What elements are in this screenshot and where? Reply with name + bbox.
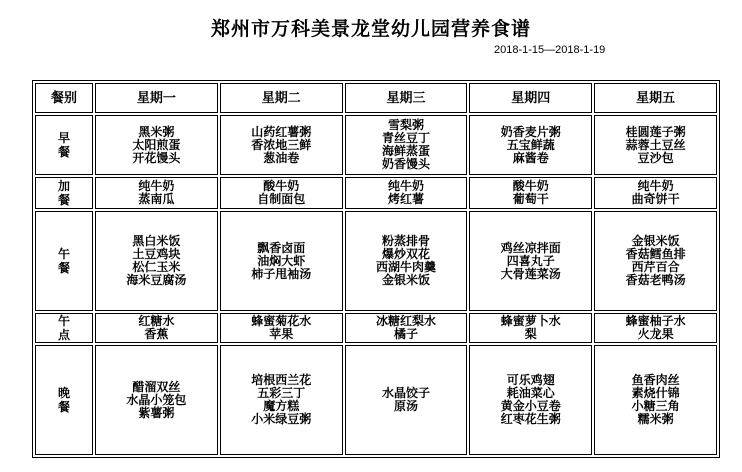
menu-item: 梨 — [524, 327, 537, 341]
menu-item: 素烧什锦 — [631, 386, 680, 400]
menu-item: 香浓地三鲜 — [251, 137, 312, 152]
menu-item: 蒸南瓜 — [138, 192, 175, 206]
meal-label-cell — [35, 115, 93, 175]
menu-item: 五彩三丁 — [257, 386, 306, 400]
meal-label-cell — [35, 177, 93, 209]
menu-item: 冰糖红梨水 — [375, 314, 436, 328]
menu-item: 海米豆腐汤 — [126, 273, 187, 287]
menu-item: 醋溜双丝 — [132, 379, 181, 394]
menu-cell — [95, 115, 218, 175]
meal-label-cell — [35, 211, 93, 311]
menu-item: 水晶饺子 — [381, 386, 430, 400]
menu-item: 松仁玉米 — [132, 260, 181, 274]
menu-cell — [345, 345, 468, 455]
menu-cell — [95, 313, 218, 343]
menu-cell — [594, 345, 717, 455]
menu-item: 红糖水 — [138, 314, 175, 328]
menu-item: 原汤 — [393, 399, 418, 413]
menu-cell — [469, 177, 592, 209]
menu-cell — [95, 177, 218, 209]
menu-item: 豆沙包 — [637, 150, 674, 165]
menu-item: 可乐鸡翅 — [506, 373, 555, 387]
meal-label-cell — [35, 345, 93, 455]
menu-item: 青丝豆丁 — [381, 131, 430, 145]
meal-label-cell — [35, 313, 93, 343]
menu-item: 香菇老鸭汤 — [625, 273, 686, 287]
menu-item: 蜂蜜柚子水 — [625, 314, 686, 328]
menu-item: 自制面包 — [257, 192, 306, 206]
menu-table — [32, 80, 720, 458]
meal-label: 加餐 — [57, 179, 70, 207]
menu-item: 红枣花生粥 — [500, 412, 561, 426]
menu-item: 酸牛奶 — [512, 179, 549, 193]
meal-row — [35, 345, 717, 455]
menu-cell — [95, 211, 218, 311]
menu-cell — [220, 211, 343, 311]
menu-item: 纯牛奶 — [637, 179, 674, 193]
menu-item: 土豆鸡块 — [132, 247, 181, 261]
menu-item: 粉蒸排骨 — [381, 234, 430, 248]
menu-cell — [345, 177, 468, 209]
menu-item: 酸牛奶 — [263, 179, 300, 193]
menu-cell — [95, 345, 218, 455]
meal-label: 晚餐 — [57, 386, 70, 414]
meal-label: 午餐 — [57, 247, 70, 275]
menu-item: 纯牛奶 — [138, 179, 175, 193]
menu-item: 黑米粥 — [138, 124, 175, 139]
menu-cell — [220, 345, 343, 455]
meal-row — [35, 177, 717, 209]
menu-item: 香菇鳕鱼排 — [625, 247, 686, 261]
menu-cell — [594, 177, 717, 209]
menu-item: 香蕉 — [144, 327, 169, 341]
day-header: 星期二 — [220, 83, 343, 113]
menu-cell — [469, 345, 592, 455]
menu-item: 橘子 — [393, 327, 418, 341]
menu-item: 爆炒双花 — [381, 247, 430, 261]
menu-item: 金银米饭 — [631, 234, 680, 248]
day-header: 星期三 — [345, 83, 468, 113]
menu-item: 紫薯粥 — [138, 405, 175, 420]
menu-item: 飘香卤面 — [257, 240, 306, 255]
page-title: 郑州市万科美景龙堂幼儿园营养食谱 — [210, 18, 531, 40]
menu-item: 曲奇饼干 — [631, 192, 680, 206]
menu-item: 小糖三角 — [631, 399, 680, 413]
day-header: 星期一 — [95, 83, 218, 113]
menu-item: 太阳煎蛋 — [132, 137, 181, 152]
meal-column-header: 餐别 — [35, 83, 93, 113]
menu-item: 五宝鲜蔬 — [506, 137, 555, 152]
menu-item: 小米绿豆粥 — [251, 412, 312, 426]
day-header: 星期五 — [594, 83, 717, 113]
menu-item: 奶香馒头 — [381, 157, 430, 171]
day-header: 星期四 — [469, 83, 592, 113]
menu-cell — [594, 211, 717, 311]
menu-cell — [345, 115, 468, 175]
menu-item: 纯牛奶 — [387, 179, 424, 193]
menu-cell — [469, 313, 592, 343]
menu-item: 苹果 — [269, 327, 294, 341]
menu-item: 蜂蜜菊花水 — [251, 314, 312, 328]
menu-item: 海鲜蒸蛋 — [381, 144, 430, 158]
meal-row — [35, 115, 717, 175]
menu-cell — [220, 313, 343, 343]
menu-item: 奶香麦片粥 — [500, 124, 561, 139]
menu-item: 耗油菜心 — [506, 386, 555, 400]
menu-item: 黄金小豆卷 — [500, 399, 561, 413]
menu-cell — [469, 211, 592, 311]
date-range: 2018-1-15—2018-1-19 — [494, 44, 606, 56]
meal-row — [35, 313, 717, 343]
menu-item: 培根西兰花 — [251, 373, 312, 387]
menu-item: 火龙果 — [637, 327, 674, 341]
menu-cell — [594, 115, 717, 175]
meal-row — [35, 211, 717, 311]
menu-item: 糯米粥 — [637, 412, 674, 426]
menu-item: 鸡丝凉拌面 — [500, 240, 561, 255]
meal-label: 午点 — [57, 314, 70, 342]
menu-item: 蒜蓉土豆丝 — [625, 137, 686, 152]
menu-item: 葱油卷 — [263, 150, 300, 165]
menu-item: 山药红薯粥 — [251, 124, 312, 139]
menu-item: 西芹百合 — [631, 260, 680, 274]
menu-item: 油焖大虾 — [257, 253, 306, 268]
menu-cell — [220, 177, 343, 209]
menu-item: 烤红薯 — [387, 192, 424, 206]
menu-cell — [345, 211, 468, 311]
menu-item: 四喜丸子 — [506, 253, 555, 268]
menu-item: 蜂蜜萝卜水 — [500, 314, 561, 328]
menu-cell — [469, 115, 592, 175]
menu-item: 葡萄干 — [512, 192, 549, 206]
menu-cell — [594, 313, 717, 343]
menu-item: 黑白米饭 — [132, 234, 181, 248]
menu-item: 魔方糕 — [263, 399, 300, 413]
menu-item: 开花馒头 — [132, 150, 181, 165]
header-row — [35, 83, 717, 113]
menu-cell — [220, 115, 343, 175]
menu-item: 桂圆莲子粥 — [625, 124, 686, 139]
menu-item: 鱼香肉丝 — [631, 373, 680, 387]
meal-label: 早餐 — [57, 131, 70, 159]
menu-item: 西湖牛肉羹 — [375, 260, 436, 274]
menu-cell — [345, 313, 468, 343]
menu-item: 金银米饭 — [381, 273, 430, 287]
menu-item: 水晶小笼包 — [126, 392, 187, 407]
menu-item: 大骨莲菜汤 — [500, 266, 561, 281]
menu-item: 柿子甩袖汤 — [251, 266, 312, 281]
menu-item: 雪梨粥 — [387, 118, 424, 132]
menu-item: 麻酱卷 — [512, 150, 549, 165]
